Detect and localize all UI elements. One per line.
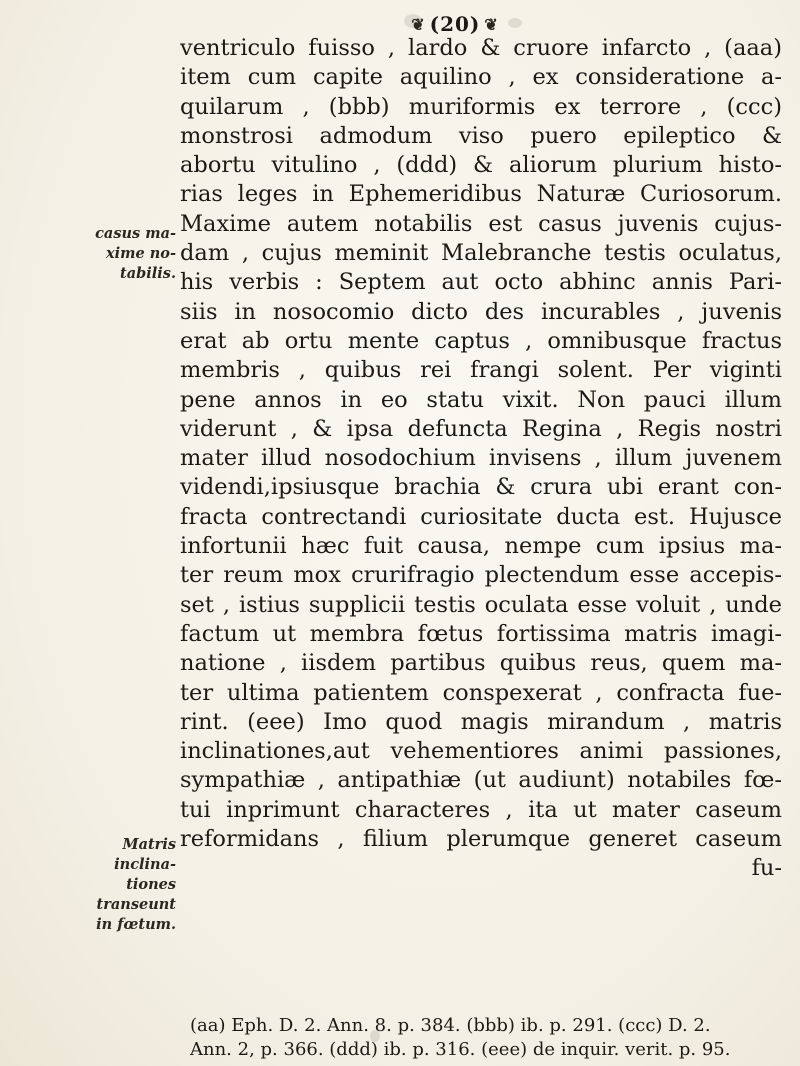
text-line: videndi,ipsiusque brachia & crura ubi erant con- xyxy=(180,474,782,501)
margin-note-line: tiones xyxy=(126,876,176,893)
margin-note-line: in fœtum. xyxy=(96,916,176,933)
text-line: fracta contrectandi curiositate ducta est. Hujusce xyxy=(180,503,782,530)
ornament-left-icon: ❦ xyxy=(411,14,426,34)
text-line: mater illud nosodochium invisens , illum juvenem xyxy=(180,445,782,472)
page-number: (20) xyxy=(429,12,481,36)
margin-note-line: Matris xyxy=(122,836,176,853)
catchword: fu- xyxy=(751,855,782,882)
text-line: his verbis : Septem aut octo abhinc annis Pari- xyxy=(180,269,782,296)
text-line: ter reum mox crurifragio plectendum esse accepis- xyxy=(180,562,782,589)
margin-note-line: transeunt xyxy=(96,896,176,913)
margin-note-line: casus ma- xyxy=(95,225,176,242)
text-line: membris , quibus rei frangi solent. Per viginti xyxy=(180,357,782,384)
text-line: ventriculo fuisso , lardo & cruore infarcto , (aaa) xyxy=(180,35,782,61)
main-text xyxy=(180,34,782,884)
text-line: siis in nosocomio dicto des incurables , juvenis xyxy=(180,298,782,325)
text-line: natione , iisdem partibus quibus reus, quem ma- xyxy=(180,650,782,677)
text-line: pene annos in eo statu vixit. Non pauci illum xyxy=(180,386,782,413)
text-line: factum ut membra fœtus fortissima matris imagi- xyxy=(180,620,782,647)
text-line: erat ab ortu mente captus , omnibusque fractus xyxy=(180,327,782,354)
text-line: viderunt , & ipsa defuncta Regina , Regis nostri xyxy=(180,415,782,442)
text-line: rint. (eee) Imo quod magis mirandum , matris xyxy=(180,708,782,735)
margin-note-line: tabilis. xyxy=(120,265,176,282)
text-line: dam , cujus meminit Malebranche testis oculatus, xyxy=(180,240,782,267)
text-line: sympathiæ , antipathiæ (ut audiunt) notabiles fœ- xyxy=(180,767,782,794)
text-line: inclinationes,aut vehementiores animi passiones, xyxy=(180,738,782,765)
text-line: monstrosi admodum viso puero epileptico & xyxy=(180,122,782,149)
footnote-line: Ann. 2, p. 366. (ddd) ib. p. 316. (eee) de inquir. verit. p. 95. xyxy=(190,1039,731,1060)
text-line: abortu vitulino , (ddd) & aliorum plurium histo- xyxy=(180,152,782,179)
margin-note-line: inclina- xyxy=(114,856,176,873)
ornament-right-icon: ❦ xyxy=(484,14,499,34)
text-line: set , istius supplicii testis oculata esse voluit , unde xyxy=(180,591,782,618)
margin-note-casus xyxy=(0,224,176,284)
text-line: ter ultima patientem conspexerat , confracta fue- xyxy=(180,679,782,706)
text-line: Maxime autem notabilis est casus juvenis cujus- xyxy=(180,210,782,237)
text-line: infortunii hæc fuit causa, nempe cum ipsius ma- xyxy=(180,533,782,560)
text-line: reformidans , filium plerumque generet caseum xyxy=(180,826,782,853)
margin-note-line: xime no- xyxy=(105,245,176,262)
text-line: rias leges in Ephemeridibus Naturæ Curiosorum. xyxy=(180,181,782,208)
margin-note-matris xyxy=(0,835,176,935)
text-line: item cum capite aquilino , ex consideratione a- xyxy=(180,64,782,91)
text-line: tui inprimunt characteres , ita ut mater caseum xyxy=(180,796,782,823)
text-line: quilarum , (bbb) muriformis ex terrore , (ccc) xyxy=(180,93,782,120)
footnotes xyxy=(190,1014,770,1062)
footnote-line: (aa) Eph. D. 2. Ann. 8. p. 384. (bbb) ib. p. 291. (ccc) D. 2. xyxy=(190,1015,711,1036)
